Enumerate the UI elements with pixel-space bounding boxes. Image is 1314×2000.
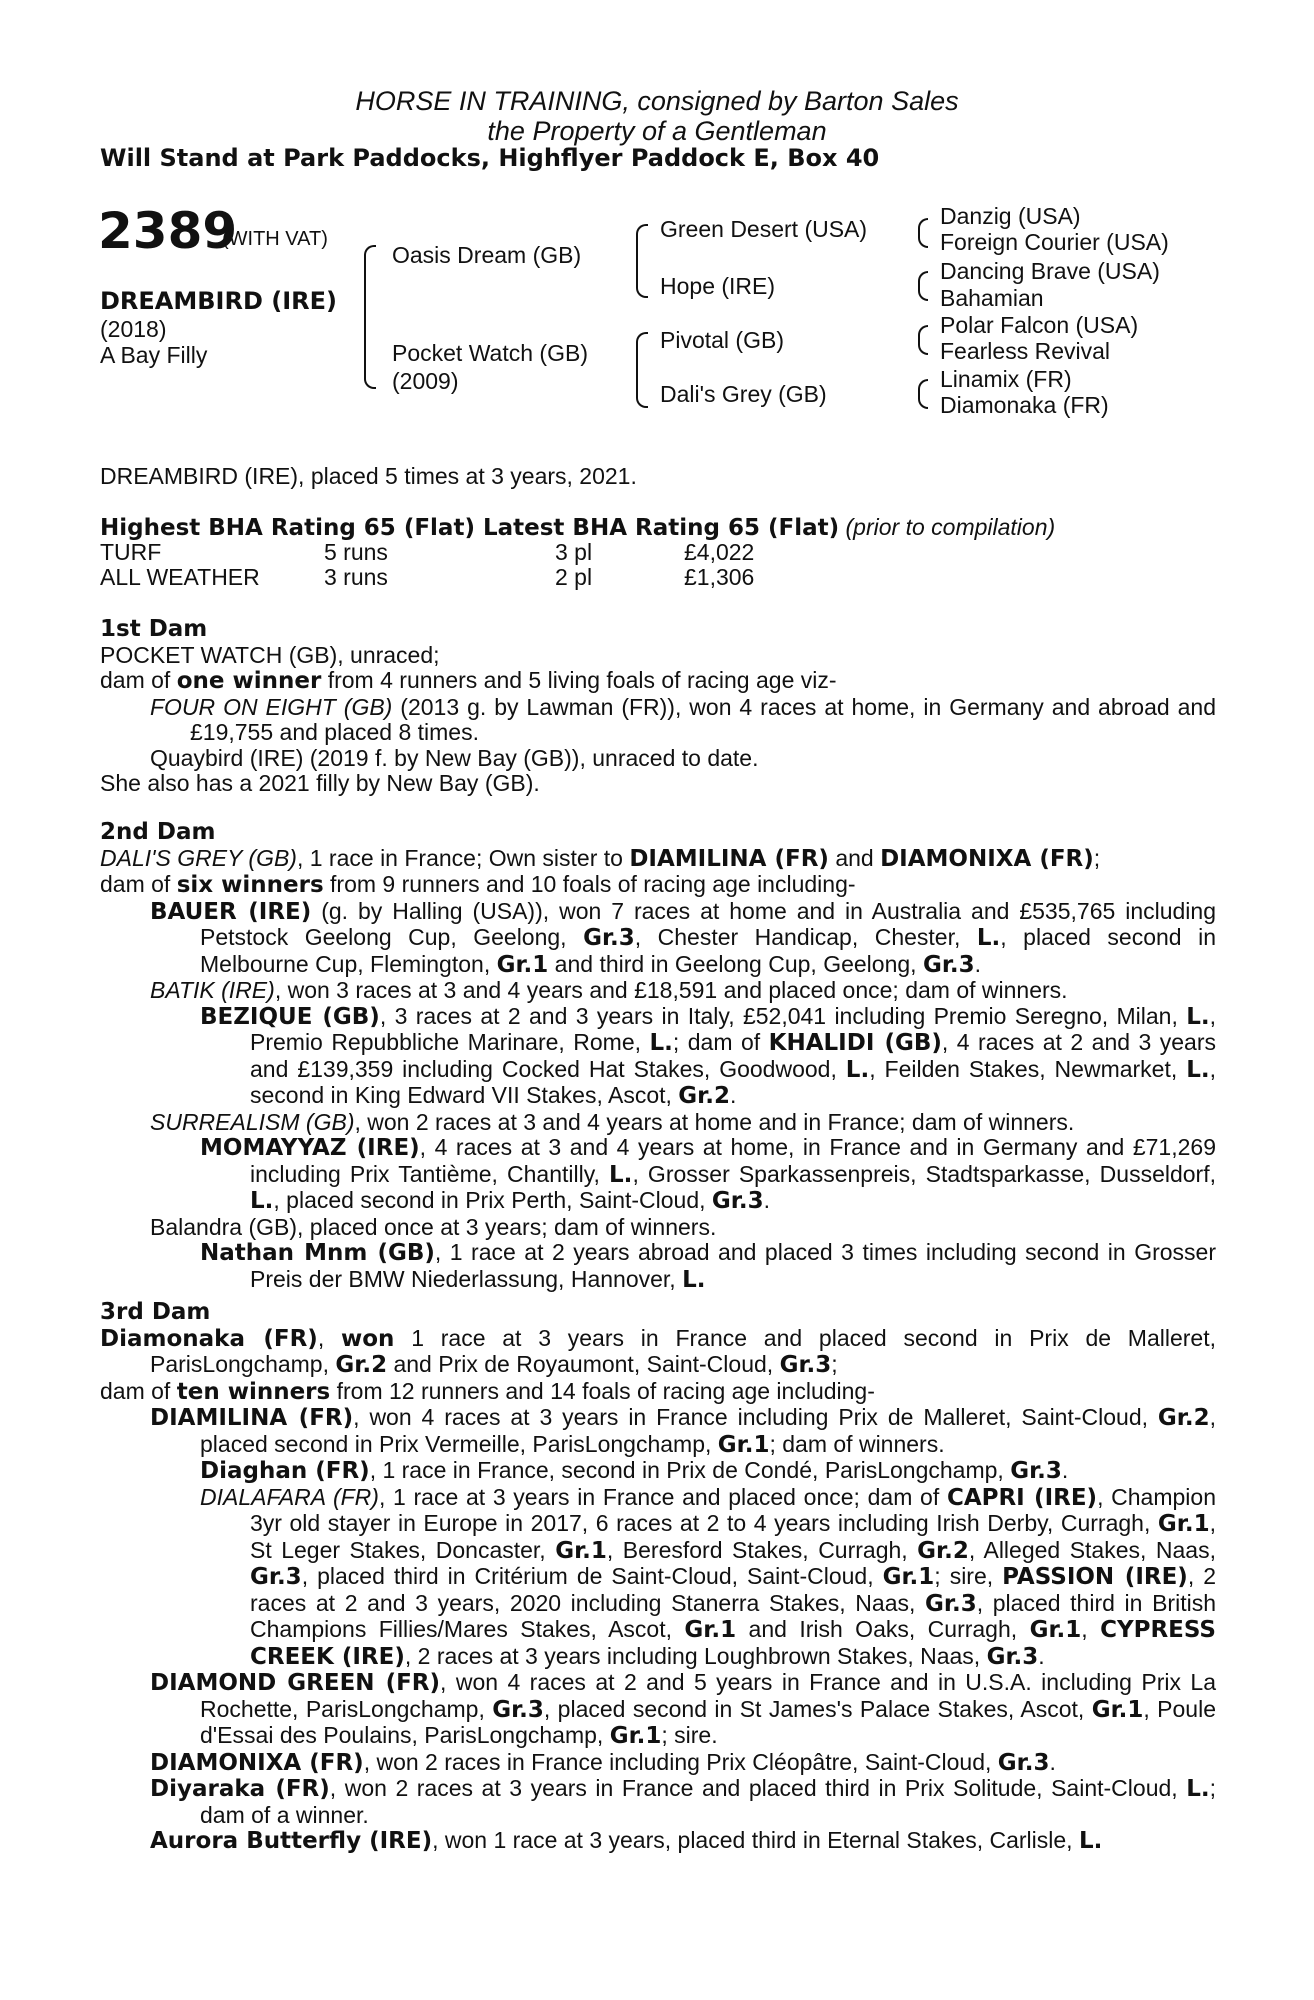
third-dam-heading: 3rd Dam: [100, 1299, 211, 1325]
third-dam-section: [100, 1300, 1216, 1855]
second-dam-line: DALI'S GREY (GB), 1 race in France; Own sister to DIAMILINA (FR) and DIAMONIXA (FR);: [100, 844, 1101, 872]
entry-diyaraka: Diyaraka (FR), won 2 races at 3 years in France and placed third in Prix Solitude, Saint-Cloud, L.; dam of a winner.: [150, 1775, 1216, 1828]
horse-description: A Bay Filly: [100, 342, 208, 368]
pedigree-sss: Danzig (USA): [940, 203, 1081, 229]
pedigree-brace-main: [364, 245, 376, 389]
entry-diamond-green: DIAMOND GREEN (FR), won 4 races at 2 and 5 years in France and in U.S.A. including Prix La Rochette, ParisLongchamp, Gr.3, placed second in St James's Palace Stakes, Ascot, Gr.1, Poule d'Essai des Poulains, ParisLongchamp, Gr.1; sire.: [150, 1669, 1217, 1749]
rating-line: [100, 514, 1055, 541]
pedigree-dds: Linamix (FR): [940, 366, 1072, 392]
entry-diamilina: DIAMILINA (FR), won 4 races at 3 years in France including Prix de Malleret, Saint-Cloud, Gr.2, placed second in Prix Vermeille, ParisLongchamp, Gr.1; dam of winners.: [150, 1404, 1216, 1458]
second-dam-heading: 2nd Dam: [100, 819, 216, 845]
entry-dialafara: DIALAFARA (FR), 1 race at 3 years in France and placed once; dam of CAPRI (IRE), Champion 3yr old stayer in Europe in 2017, 6 races at 2 to 4 years including Irish Derby, Curragh, Gr.1, St Leger Stakes, Doncaster, Gr.1, Beresford Stakes, Curragh, Gr.2, Alleged Stakes, Naas, Gr.3, placed third in Critérium de Saint-Cloud, Saint-Cloud, Gr.1; sire, PASSION (IRE), 2 races at 2 and 3 years, 2020 including Stanerra Stakes, Naas, Gr.3, placed third in British Champions Fillies/Mares Stakes, Ascot, Gr.1 and Irish Oaks, Curragh, Gr.1, CYPRESS CREEK (IRE), 2 races at 3 years including Loughbrown Stakes, Naas, Gr.3.: [200, 1483, 1217, 1670]
rating-label: Highest BHA Rating 65 (Flat) Latest BHA Rating 65 (Flat): [100, 515, 840, 541]
first-dam-line: POCKET WATCH (GB), unraced;: [100, 641, 440, 668]
entry-momayyaz: MOMAYYAZ (IRE), 4 races at 3 and 4 years at home, in France and in Germany and £71,269 including Prix Tantième, Chantilly, L., Grosser Sparkassenpreis, Stadtsparkasse, Dusseldorf, L., placed second in Prix Perth, Saint-Cloud, Gr.3.: [200, 1134, 1216, 1214]
first-dam-foal-2: Quaybird (IRE) (2019 f. by New Bay (GB)), unraced to date.: [150, 744, 759, 771]
first-dam-note: She also has a 2021 filly by New Bay (GB).: [100, 770, 540, 796]
race-summary: DREAMBIRD (IRE), placed 5 times at 3 years, 2021.: [100, 463, 637, 489]
pedigree-brace-dd: [918, 379, 928, 409]
aw-prize: £1,306: [684, 564, 755, 590]
pedigree-dsd: Fearless Revival: [940, 338, 1110, 364]
third-dam-line: Diamonaka (FR), won 1 race at 3 years in France and placed second in Prix de Malleret, ParisLongchamp, Gr.2 and Prix de Royaumont, Saint-Cloud, Gr.3;: [100, 1324, 1216, 1378]
pedigree-dam-dam: Dali's Grey (GB): [660, 381, 827, 407]
entry-nathan-mnm: Nathan Mnm (GB), 1 race at 2 years abroad and placed 3 times including second in Grosser Preis der BMW Niederlassung, Hannover, L.: [200, 1239, 1216, 1293]
pedigree-dam: Pocket Watch (GB): [392, 340, 588, 366]
pedigree-ssd: Foreign Courier (USA): [940, 229, 1169, 255]
pedigree-dam-sire: Pivotal (GB): [660, 327, 784, 353]
second-dam-section: [100, 820, 1216, 1293]
first-dam-produce-line: dam of one winner from 4 runners and 5 living foals of racing age viz-: [100, 667, 837, 694]
lot-number: 2389: [98, 202, 238, 260]
header-line-1: HORSE IN TRAINING, consigned by Barton Sales: [355, 86, 959, 116]
turf-runs: 5 runs: [324, 539, 388, 565]
first-dam-heading: 1st Dam: [100, 616, 208, 642]
turf-placed: 3 pl: [555, 539, 593, 565]
pedigree-ddd: Diamonaka (FR): [940, 392, 1109, 418]
pedigree-sire: Oasis Dream (GB): [392, 242, 582, 268]
aw-runs: 3 runs: [324, 564, 388, 590]
horse-name: DREAMBIRD (IRE): [100, 287, 337, 315]
entry-batik: BATIK (IRE), won 3 races at 3 and 4 years and £18,591 and placed once; dam of winners.: [150, 977, 1068, 1003]
pedigree-sds: Dancing Brave (USA): [940, 258, 1160, 284]
entry-aurora-butterfly: Aurora Butterfly (IRE), won 1 race at 3 years, placed third in Eternal Stakes, Carlisle, L.: [150, 1827, 1103, 1854]
pedigree-brace-ss: [918, 218, 928, 248]
pedigree-sdd: Bahamian: [940, 285, 1044, 311]
entry-surrealism: SURREALISM (GB), won 2 races at 3 and 4 years at home and in France; dam of winners.: [150, 1108, 1075, 1135]
entry-balandra: Balandra (GB), placed once at 3 years; dam of winners.: [150, 1213, 717, 1240]
stand-location: Will Stand at Park Paddocks, Highflyer Paddock E, Box 40: [100, 144, 880, 172]
pedigree-dam-year: (2009): [392, 368, 459, 394]
pedigree-sire-dam: Hope (IRE): [660, 273, 776, 299]
vat-note: (WITH VAT): [222, 228, 328, 250]
pedigree-dss: Polar Falcon (USA): [940, 312, 1139, 338]
horse-year: (2018): [100, 316, 167, 342]
pedigree-sire-sire: Green Desert (USA): [660, 216, 868, 242]
header-line-2: the Property of a Gentleman: [487, 116, 827, 146]
first-dam-section: [100, 617, 1216, 797]
pedigree-brace-dam: [636, 332, 648, 408]
turf-prize: £4,022: [684, 539, 755, 565]
entry-bauer: BAUER (IRE) (g. by Halling (USA)), won 7 races at home and in Australia and £535,765 including Petstock Geelong Cup, Geelong, Gr.3, Chester Handicap, Chester, L., placed second in Melbourne Cup, Flemington, Gr.1 and third in Geelong Cup, Geelong, Gr.3.: [150, 897, 1216, 978]
pedigree-brace-sire: [636, 224, 648, 298]
aw-surface: ALL WEATHER: [100, 564, 260, 590]
pedigree-brace-ds: [918, 325, 928, 355]
aw-placed: 2 pl: [555, 564, 593, 590]
entry-diaghan: Diaghan (FR), 1 race in France, second in Prix de Condé, ParisLongchamp, Gr.3.: [200, 1457, 1069, 1484]
first-dam-foal-1: FOUR ON EIGHT (GB) (2013 g. by Lawman (FR)), won 4 races at home, in Germany and abroad and £19,755 and placed 8 times.: [150, 693, 1216, 745]
entry-diamonixa: DIAMONIXA (FR), won 2 races in France including Prix Cléopâtre, Saint-Cloud, Gr.3.: [150, 1748, 1056, 1776]
entry-bezique: BEZIQUE (GB), 3 races at 2 and 3 years in Italy, £52,041 including Premio Seregno, Milan, L., Premio Repubbliche Marinare, Rome, L.; dam of KHALIDI (GB), 4 races at 2 and 3 years and £139,359 including Cocked Hat Stakes, Goodwood, L., Feilden Stakes, Newmarket, L., second in King Edward VII Stakes, Ascot, Gr.2.: [200, 1002, 1217, 1109]
turf-surface: TURF: [100, 539, 162, 565]
rating-note: (prior to compilation): [845, 514, 1056, 540]
second-dam-produce-line: dam of six winners from 9 runners and 10 foals of racing age including-: [100, 871, 856, 898]
third-dam-produce-line: dam of ten winners from 12 runners and 14 foals of racing age including-: [100, 1377, 875, 1405]
pedigree-brace-sd: [918, 271, 928, 301]
